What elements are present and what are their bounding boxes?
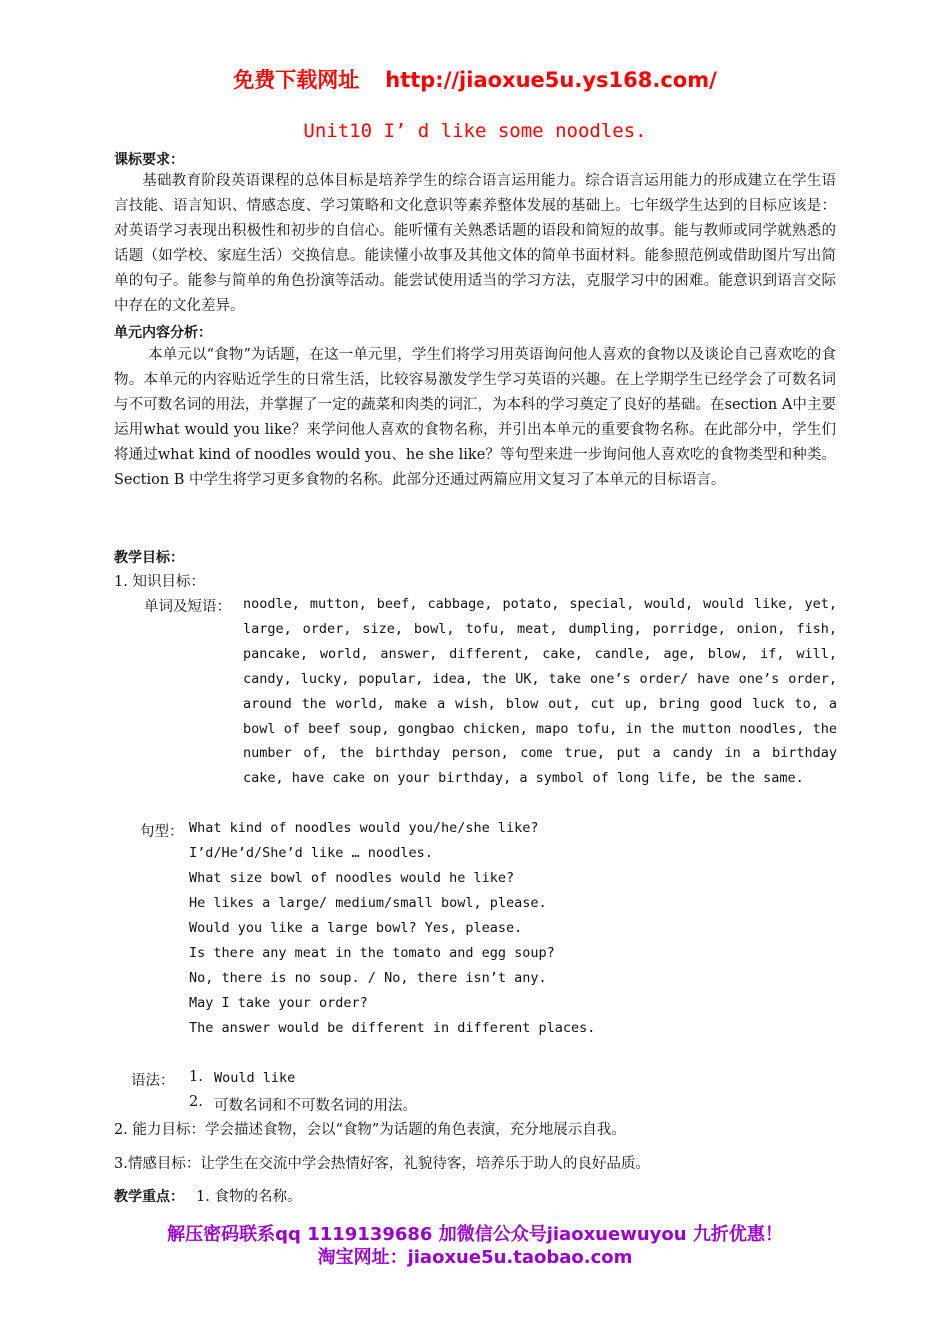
analysis-paragraph (114, 343, 836, 493)
objectives-heading: 教学目标： (114, 550, 184, 566)
grammar-item-2: 可数名词和不可数名词的用法。 (214, 1098, 417, 1114)
knowledge-objective-label: 1. 知识目标： (114, 574, 205, 590)
curriculum-heading: 课标要求： (114, 152, 184, 168)
grammar-item-1: Would like (214, 1070, 296, 1086)
sentence-item: I’d/He’d/She’d like … noodles. (189, 845, 433, 861)
sentence-item: He likes a large/ medium/small bowl, please. (189, 895, 547, 911)
sentence-item: May I take your order? (189, 995, 368, 1011)
sentence-item: What kind of noodles would you/he/she like? (189, 820, 539, 836)
sentence-pattern-label: 句型： (140, 824, 184, 840)
download-banner (0, 64, 950, 94)
sentence-item: No, there is no soup. / No, there isn’t any. (189, 970, 547, 986)
curriculum-paragraph (114, 169, 836, 319)
key-points-heading: 教学重点： (114, 1189, 184, 1205)
curriculum-text: 基础教育阶段英语课程的总体目标是培养学生的综合语言运用能力。综合语言运用能力的形成建立在学生语言技能、语言知识、情感态度、学习策略和文化意识等素养整体发展的基础上。七年级学生达到的目标应该是：对英语学习表现出积极性和初步的自信心。能听懂有关熟悉话题的语段和简短的故事。能与教师或同学就熟悉的话题（如学校、家庭生活）交换信息。能读懂小故事及其他文体的简单书面材料。能参照范例或借助图片写出简单的句子。能参与简单的角色扮演等活动。能尝试使用适当的学习方法，克服学习中的困难。能意识到语言交际中存在的文化差异。 (114, 173, 836, 314)
key-point-item: 1. 食物的名称。 (196, 1189, 302, 1205)
footer-shop-link[interactable]: 淘宝网址：jiaoxue5u.taobao.com (317, 1247, 633, 1268)
sentence-item: Would you like a large bowl? Yes, please. (189, 920, 523, 936)
grammar-2-number: 2. (189, 1094, 203, 1110)
vocab-label: 单词及短语： (144, 599, 231, 615)
sentence-item: What size bowl of noodles would he like? (189, 870, 515, 886)
grammar-label: 语法： (131, 1073, 175, 1089)
analysis-heading: 单元内容分析： (114, 325, 212, 341)
analysis-text: 本单元以“食物”为话题，在这一单元里，学生们将学习用英语询问他人喜欢的食物以及谈论自己喜欢吃的食物。本单元的内容贴近学生的日常生活，比较容易激发学生学习英语的兴趣。在上学期学生已经学会了可数名词与不可数名词的用法，并掌握了一定的蔬菜和肉类的词汇，为本科的学习奠定了良好的基础。在section A中主要运用what would you like？来学问他人喜欢的食物名称，并引出本单元的重要食物名称。在此部分中，学生们将通过what kind of noodles would you、he she like？等句型来进一步询问他人喜欢吃的食物类型和种类。Section B 中学生将学习更多食物的名称。此部分还通过两篇应用文复习了本单元的目标语言。 (114, 347, 836, 488)
footer-contact: 解压密码联系qq 1119139686 加微信公众号jiaoxuewuyou 九折优惠！ (167, 1224, 783, 1245)
banner-url-link[interactable]: http://jiaoxue5u.ys168.com/ (385, 68, 717, 92)
grammar-1-number: 1. (189, 1069, 203, 1085)
vocab-list: noodle, mutton, beef, cabbage, potato, special, would, would like, yet, large, order, size, bowl, tofu, meat, dumpling, porridge, onion, fish, pancake, world, answer, different, cake, candle, age, blow, if, will, candy, lucky, popular, idea, the UK, take one’s order/ have one’s order, around the world, make a wish, blow out, cut up, bring good luck to, a bowl of beef soup, gongbao chicken, mapo tofu, in the mutton noodles, the number of, the birthday person, come true, put a candy in a birthday cake, have cake on your birthday, a symbol of long life, be the same. (243, 596, 837, 787)
sentence-item: Is there any meat in the tomato and egg soup? (189, 945, 555, 961)
ability-objective: 2. 能力目标：学会描述食物，会以“食物”为话题的角色表演，充分地展示自我。 (114, 1122, 626, 1138)
banner-label: 免费下载网址 (233, 68, 360, 92)
sentence-item: The answer would be different in different places. (189, 1020, 596, 1036)
emotion-objective: 3.情感目标：让学生在交流中学会热情好客，礼貌待客，培养乐于助人的良好品质。 (114, 1156, 650, 1172)
unit-title: Unit10 I’ d like some noodles. (303, 120, 647, 142)
